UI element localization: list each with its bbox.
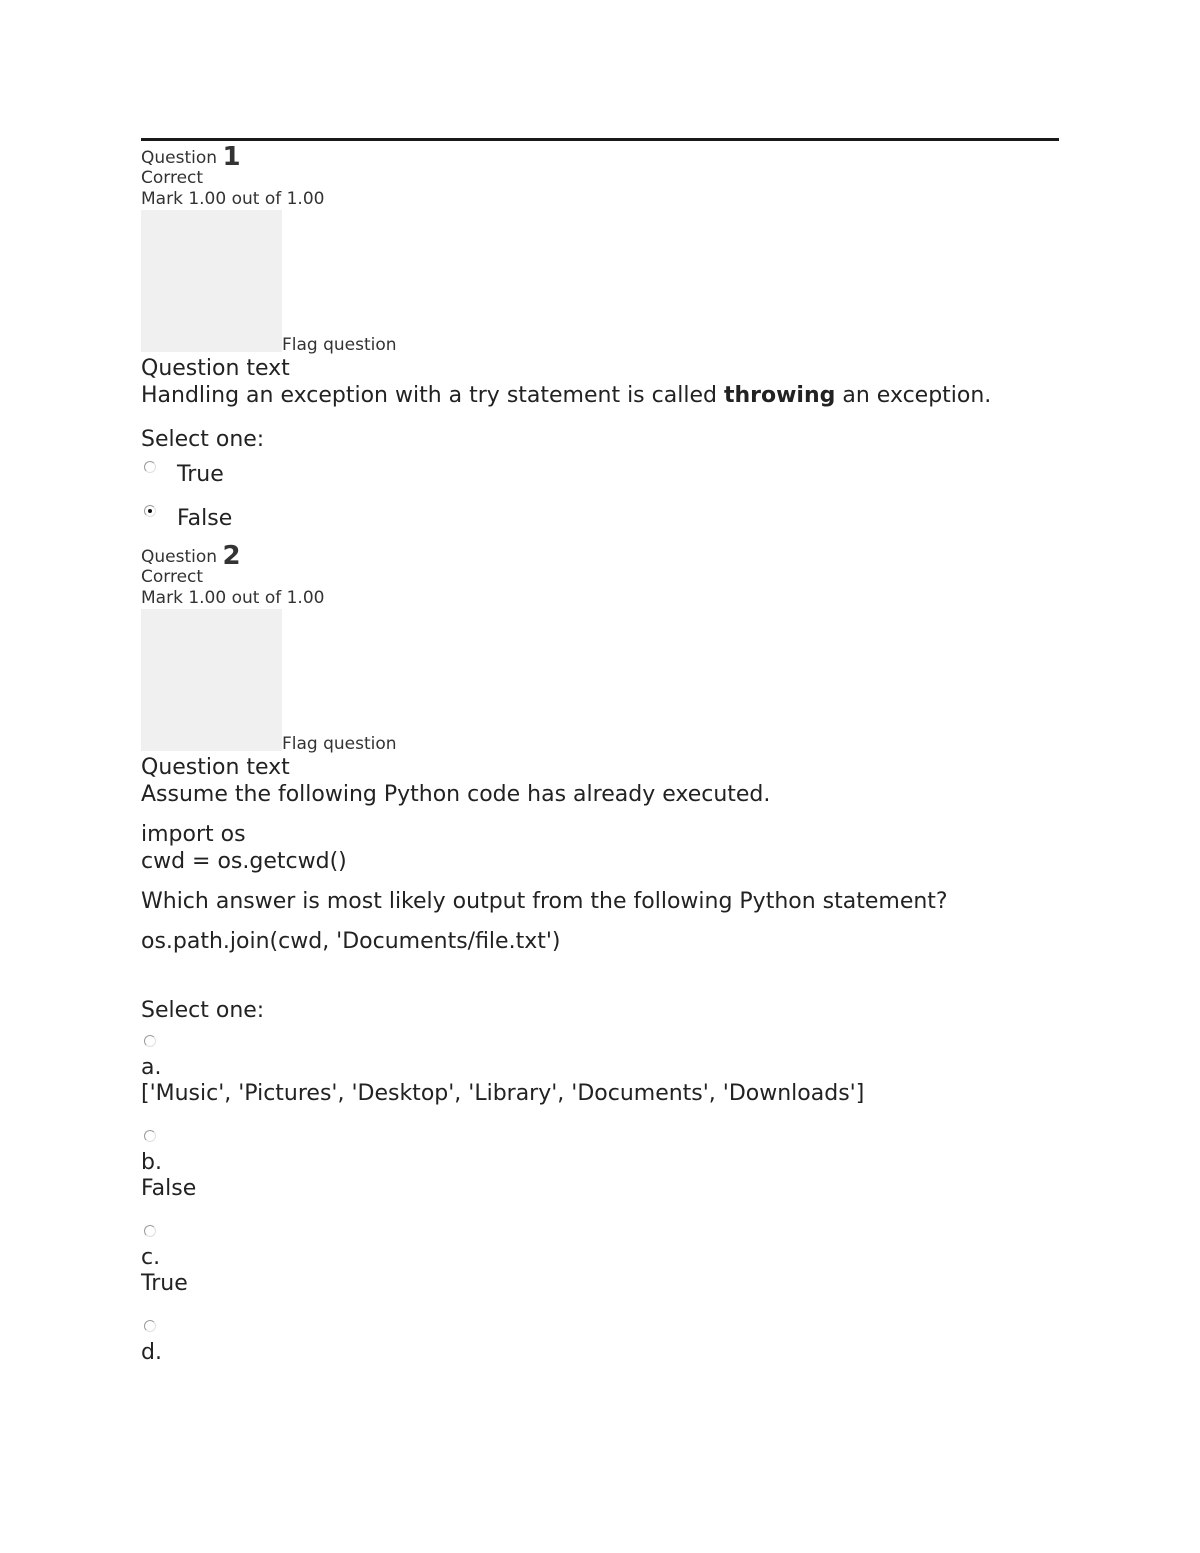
answer-option-letter[interactable]: d. xyxy=(141,1340,162,1365)
question-text-before: Handling an exception with a try statement is called xyxy=(141,383,717,408)
flag-question-control[interactable] xyxy=(141,210,1059,355)
radio-button[interactable] xyxy=(144,1225,156,1237)
question-text-heading: Question text xyxy=(141,755,290,780)
code-line: cwd = os.getcwd() xyxy=(141,849,347,874)
radio-button[interactable] xyxy=(144,1130,156,1142)
answer-option-label[interactable]: False xyxy=(177,506,233,531)
question-label: Question xyxy=(141,148,218,168)
answer-option-text[interactable]: ['Music', 'Pictures', 'Desktop', 'Library', 'Documents', 'Downloads'] xyxy=(141,1081,865,1106)
answer-option-d[interactable] xyxy=(141,1317,1059,1366)
answer-option-text[interactable]: False xyxy=(141,1176,197,1201)
question-number: 2 xyxy=(222,541,241,571)
answer-option-true[interactable] xyxy=(141,458,1059,502)
question-prompt: Which answer is most likely output from the following Python statement? xyxy=(141,889,948,914)
question-text-after: an exception. xyxy=(842,383,992,408)
flag-icon[interactable] xyxy=(141,609,282,751)
answer-option-b[interactable] xyxy=(141,1127,1059,1202)
answer-option-letter[interactable]: a. xyxy=(141,1055,162,1080)
question-text-heading: Question text xyxy=(141,356,290,381)
answer-option-letter[interactable]: c. xyxy=(141,1245,161,1270)
question-status: Correct xyxy=(141,567,204,587)
answer-option-letter[interactable]: b. xyxy=(141,1150,162,1175)
select-one-label: Select one: xyxy=(141,427,265,452)
question-label: Question xyxy=(141,547,218,567)
answer-option-a[interactable] xyxy=(141,1032,1059,1107)
question-2 xyxy=(141,541,1059,1366)
radio-button[interactable] xyxy=(144,461,156,473)
question-header xyxy=(141,541,1059,571)
question-1 xyxy=(141,142,1059,546)
quiz-review-page xyxy=(141,138,1059,1366)
flag-question-label[interactable]: Flag question xyxy=(282,335,397,355)
question-mark: Mark 1.00 out of 1.00 xyxy=(141,189,325,209)
radio-button-selected[interactable] xyxy=(144,505,156,517)
answer-option-false[interactable] xyxy=(141,502,1059,546)
question-header xyxy=(141,142,1059,172)
radio-button[interactable] xyxy=(144,1320,156,1332)
top-divider xyxy=(141,138,1059,141)
answer-option-c[interactable] xyxy=(141,1222,1059,1297)
question-intro: Assume the following Python code has already executed. xyxy=(141,782,771,807)
flag-question-label[interactable]: Flag question xyxy=(282,734,397,754)
answer-option-label[interactable]: True xyxy=(177,462,224,487)
question-number: 1 xyxy=(222,142,241,172)
flag-icon[interactable] xyxy=(141,210,282,352)
question-status: Correct xyxy=(141,168,204,188)
code-line: import os xyxy=(141,822,246,847)
question-mark: Mark 1.00 out of 1.00 xyxy=(141,588,325,608)
python-statement: os.path.join(cwd, 'Documents/file.txt') xyxy=(141,929,561,954)
answer-option-text[interactable]: True xyxy=(141,1271,188,1296)
select-one-label: Select one: xyxy=(141,998,265,1023)
radio-button[interactable] xyxy=(144,1035,156,1047)
question-text-emphasis: throwing xyxy=(723,383,836,408)
question-text xyxy=(141,382,1059,410)
flag-question-control[interactable] xyxy=(141,609,1059,754)
